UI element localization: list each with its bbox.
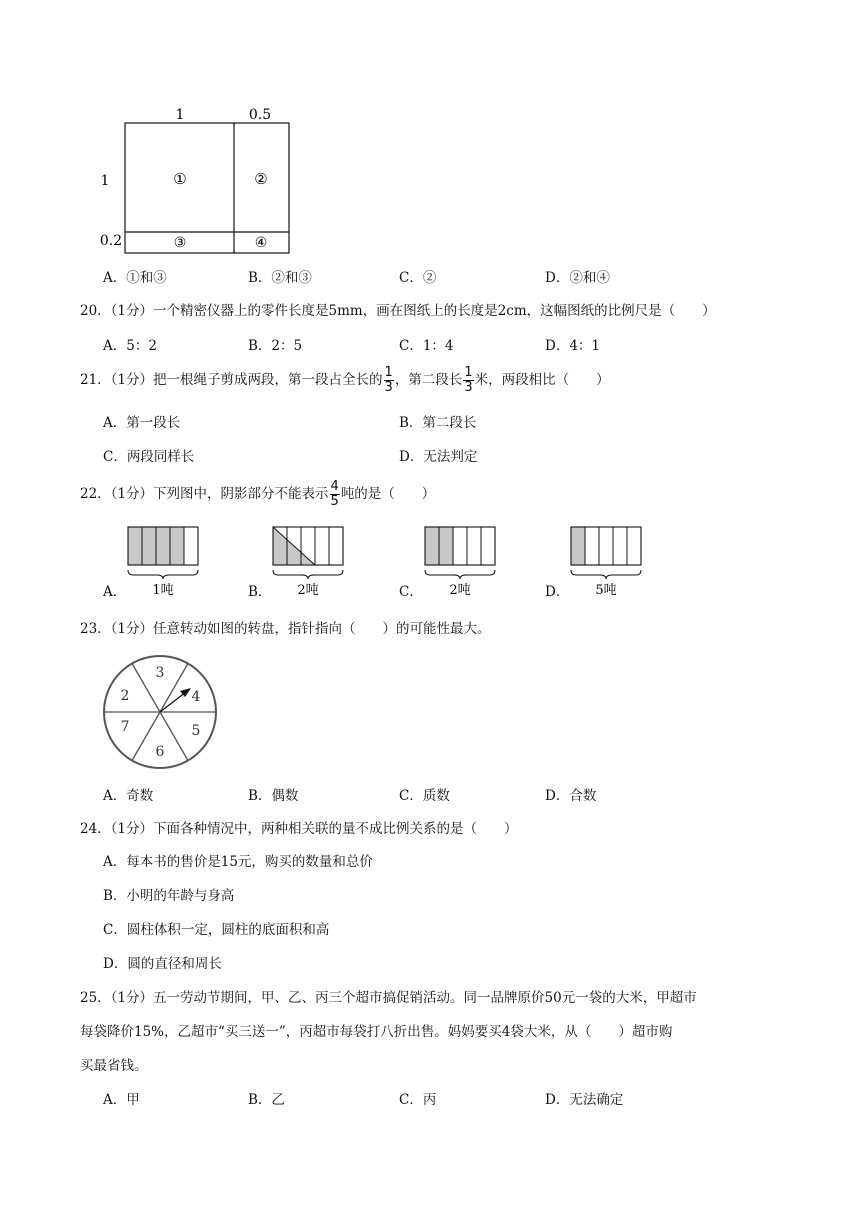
q19-top-label-2: 0.5	[248, 107, 272, 123]
option-letter: B．	[103, 888, 127, 904]
q23-spinner	[100, 652, 220, 772]
option-letter: C．	[103, 922, 127, 938]
fraction-numerator: 4	[330, 479, 339, 494]
option-letter: D．	[545, 1092, 570, 1108]
q24-stem: 24．（1分）下面各种情况中，两种相关联的量不成比例关系的是（ ）	[80, 821, 518, 837]
option-letter: A．	[103, 415, 127, 431]
option-letter: A．	[103, 1092, 127, 1108]
fraction-denominator: 3	[464, 380, 473, 395]
option-letter: B．	[248, 338, 272, 354]
option-letter: A．	[103, 338, 127, 354]
q25-option-d[interactable]	[545, 1090, 623, 1110]
fraction-denominator: 3	[384, 380, 393, 395]
q19-option-b[interactable]	[248, 268, 312, 288]
q24-option-d[interactable]	[103, 954, 222, 974]
q21-fraction-1	[384, 366, 394, 395]
option-text: 乙	[271, 1092, 285, 1108]
option-text: 偶数	[271, 788, 299, 804]
option-letter: D．	[545, 270, 570, 286]
option-text: 两段同样长	[126, 449, 195, 465]
q23-option-b[interactable]	[248, 786, 298, 806]
q25-stem-line-3: 买最省钱。	[80, 1058, 148, 1074]
q22-stem-part-a: 22．（1分）下列图中，阴影部分不能表示	[80, 486, 329, 502]
q19-option-c[interactable]	[399, 268, 436, 288]
q19-region-2: ②	[254, 170, 268, 188]
q21-option-c[interactable]	[103, 447, 194, 467]
option-text: ①和③	[126, 270, 167, 286]
spinner-number-5: 5	[191, 723, 201, 739]
q20-option-b[interactable]	[248, 336, 302, 356]
fraction-numerator: 1	[384, 365, 393, 380]
q24-option-b[interactable]	[103, 886, 234, 906]
q24-option-c[interactable]	[103, 920, 329, 940]
q22-figure-a	[123, 524, 203, 604]
option-letter: D．	[545, 584, 570, 600]
option-letter: C．	[103, 449, 127, 465]
option-letter: D．	[103, 956, 128, 972]
q23-option-a[interactable]	[103, 786, 153, 806]
q22-fraction	[330, 480, 340, 509]
q21-stem	[80, 366, 610, 395]
option-text: 无法判定	[423, 449, 478, 465]
q21-stem-part-c: 米，两段相比（ ）	[474, 372, 610, 388]
option-text: 奇数	[126, 788, 154, 804]
q22-stem-part-b: 吨的是（ ）	[340, 486, 436, 502]
option-letter: B．	[248, 270, 272, 286]
q21-option-a[interactable]	[103, 413, 180, 433]
option-text: ②和④	[569, 270, 610, 286]
option-letter: C．	[399, 338, 423, 354]
q25-option-b[interactable]	[248, 1090, 285, 1110]
option-text: 圆的直径和周长	[127, 956, 222, 972]
option-letter: A．	[103, 584, 127, 600]
q22-figure-d	[566, 524, 646, 604]
q19-option-a[interactable]	[103, 268, 167, 288]
q25-option-c[interactable]	[399, 1090, 436, 1110]
q19-side-label-1: 1	[100, 173, 110, 189]
option-letter: A．	[103, 270, 127, 286]
q20-option-a[interactable]	[103, 336, 157, 356]
option-letter: B．	[248, 788, 272, 804]
option-letter: D．	[545, 338, 570, 354]
option-text: 每本书的售价是15元，购买的数量和总价	[126, 854, 373, 870]
option-text: 甲	[126, 1092, 140, 1108]
option-text: 第一段长	[126, 415, 181, 431]
q23-option-d[interactable]	[545, 786, 596, 806]
q21-stem-part-a: 21．（1分）把一根绳子剪成两段，第一段占全长的	[80, 372, 383, 388]
spinner-number-3: 3	[155, 665, 165, 681]
option-letter: A．	[103, 788, 127, 804]
option-text: 4：1	[569, 338, 601, 354]
option-text: 合数	[569, 788, 597, 804]
q19-region-1: ①	[173, 170, 187, 188]
spinner-number-4: 4	[191, 689, 201, 705]
fraction-numerator: 1	[464, 365, 473, 380]
option-letter: C．	[399, 584, 423, 600]
q21-stem-part-b: ，第二段长	[394, 372, 463, 388]
q21-fraction-2	[463, 366, 473, 395]
q22-figure-c-label: 2吨	[449, 583, 471, 598]
spinner-number-2: 2	[120, 688, 130, 704]
option-letter: C．	[399, 270, 423, 286]
q19-option-d[interactable]	[545, 268, 610, 288]
q23-option-c[interactable]	[399, 786, 450, 806]
q20-option-d[interactable]	[545, 336, 600, 356]
q22-figure-b	[268, 524, 348, 604]
option-text: ②和③	[271, 270, 312, 286]
q20-option-c[interactable]	[399, 336, 454, 356]
q23-stem: 23．（1分）任意转动如图的转盘，指针指向（ ）的可能性最大。	[80, 621, 491, 637]
q24-option-a[interactable]	[103, 852, 373, 872]
q25-stem-line-1: 25．（1分）五一劳动节期间，甲、乙、丙三个超市搞促销活动。同一品牌原价50元一袋的大米，甲超市	[80, 990, 697, 1006]
q22-figure-c	[420, 524, 500, 604]
spinner-number-6: 6	[155, 744, 165, 760]
option-text: 5：2	[126, 338, 157, 354]
q25-stem-line-2: 每袋降价15%，乙超市“买三送一”，丙超市每袋打八折出售。妈妈要买4袋大米，从（ ）超市购	[80, 1024, 673, 1040]
option-letter: B．	[248, 584, 272, 600]
option-text: ②	[422, 270, 437, 286]
q20-stem: 20．（1分）一个精密仪器上的零件长度是5mm，画在图纸上的长度是2cm，这幅图纸的比例尺是（ ）	[80, 303, 716, 319]
option-text: 第二段长	[422, 415, 477, 431]
option-letter: D．	[399, 449, 424, 465]
q19-region-3: ③	[173, 235, 187, 251]
q25-option-a[interactable]	[103, 1090, 140, 1110]
spinner-number-7: 7	[120, 719, 130, 735]
q19-top-label-1: 1	[175, 107, 185, 123]
option-letter: B．	[399, 415, 423, 431]
option-letter: B．	[248, 1092, 272, 1108]
q21-option-d[interactable]	[399, 447, 477, 467]
fraction-denominator: 5	[330, 494, 339, 509]
option-text: 圆柱体积一定，圆柱的底面积和高	[126, 922, 330, 938]
option-letter: A．	[103, 854, 127, 870]
q21-option-b[interactable]	[399, 413, 476, 433]
option-text: 无法确定	[569, 1092, 624, 1108]
option-text: 2：5	[271, 338, 303, 354]
q19-area-figure	[95, 100, 305, 260]
q22-figure-a-label: 1吨	[152, 583, 174, 598]
option-letter: C．	[399, 788, 423, 804]
option-letter: D．	[545, 788, 570, 804]
option-text: 丙	[422, 1092, 437, 1108]
q22-stem	[80, 480, 435, 509]
q19-region-4: ④	[254, 235, 268, 251]
option-text: 1：4	[422, 338, 454, 354]
option-text: 小明的年龄与身高	[126, 888, 235, 904]
option-letter: C．	[399, 1092, 423, 1108]
option-text: 质数	[422, 788, 450, 804]
q19-side-label-2: 0.2	[99, 233, 123, 249]
q22-figure-d-label: 5吨	[595, 583, 617, 598]
q22-figure-b-label: 2吨	[297, 583, 319, 598]
